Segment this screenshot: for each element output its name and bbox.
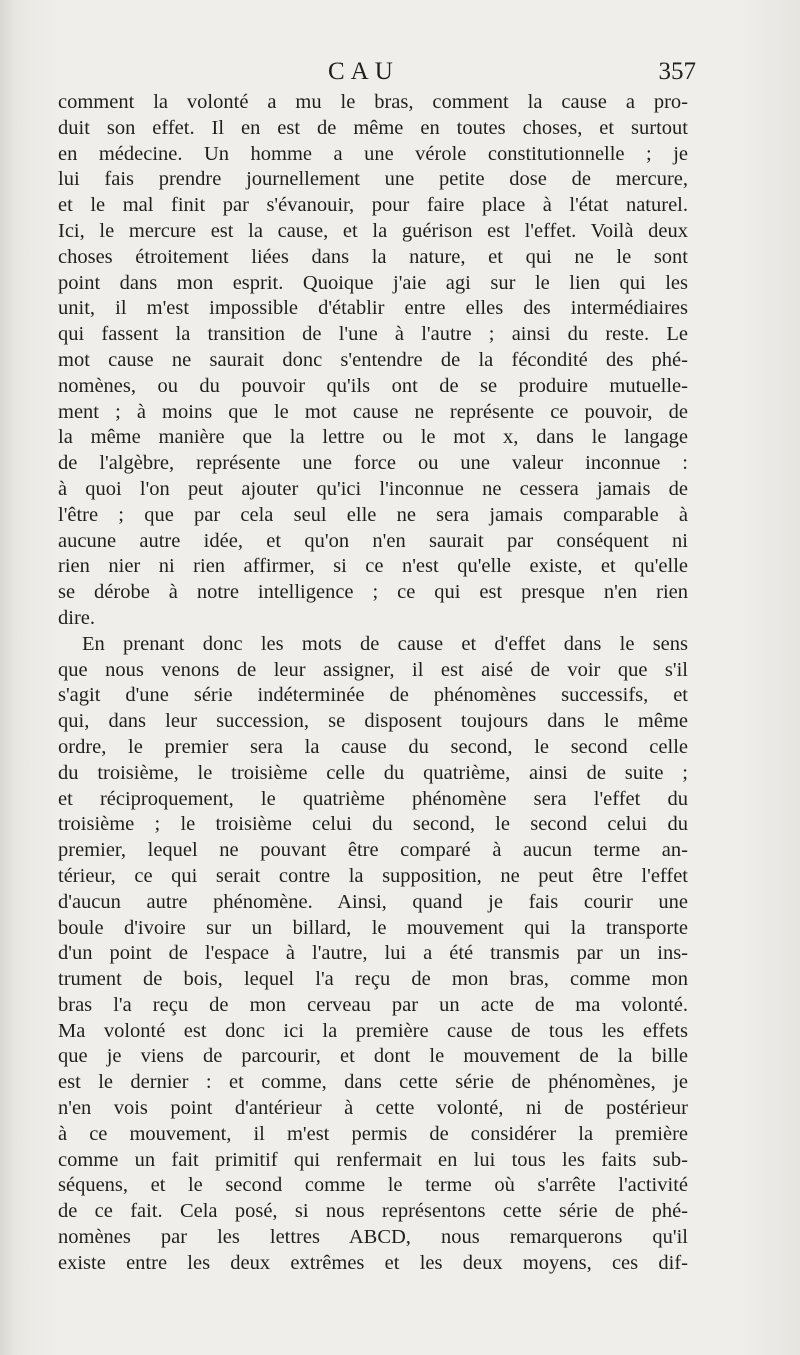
text-line: d'aucun autre phénomène. Ainsi, quand je fais courir une (58, 890, 688, 913)
text-line: boule d'ivoire sur un billard, le mouvement qui la transporte (58, 916, 688, 939)
text-line: point dans mon esprit. Quoique j'aie agi sur le lien qui les (58, 271, 688, 294)
text-line: térieur, ce qui serait contre la supposition, ne peut être l'effet (58, 864, 688, 887)
text-line: de l'algèbre, représente une force ou une valeur inconnue : (58, 452, 688, 475)
text-line: et le mal finit par s'évanouir, pour faire place à l'état naturel. (58, 194, 688, 217)
text-line: l'être ; que par cela seul elle ne sera jamais comparable à (58, 503, 688, 526)
text-line: la même manière que la lettre ou le mot x, dans le langage (58, 426, 688, 449)
text-line: du troisième, le troisième celle du quatrième, ainsi de suite ; (58, 761, 688, 784)
text-line: Ici, le mercure est la cause, et la guérison est l'effet. Voilà deux (58, 219, 688, 242)
text-line: que nous venons de leur assigner, il est aisé de voir que s'il (58, 658, 688, 681)
text-line: à quoi l'on peut ajouter qu'ici l'inconnue ne cessera jamais de (58, 477, 688, 500)
text-line: rien nier ni rien affirmer, si ce n'est qu'elle existe, et qu'elle (58, 555, 688, 578)
paragraph-2 (58, 632, 688, 1277)
text-line: trument de bois, lequel l'a reçu de mon bras, comme mon (58, 968, 688, 991)
page-header-title: CAU (328, 58, 399, 85)
text-line: Ma volonté est donc ici la première cause de tous les effets (58, 1019, 688, 1042)
text-line: premier, lequel ne pouvant être comparé à aucun terme an- (58, 839, 688, 862)
text-line: qui, dans leur succession, se disposent toujours dans le même (58, 710, 688, 733)
text-line: à ce mouvement, il m'est permis de considérer la première (58, 1122, 688, 1145)
text-line: s'agit d'une série indéterminée de phénomènes successifs, et (58, 684, 688, 707)
text-line: n'en vois point d'antérieur à cette volonté, ni de postérieur (58, 1097, 688, 1120)
text-line: ordre, le premier sera la cause du second, le second celle (58, 735, 688, 758)
text-line: existe entre les deux extrêmes et les deux moyens, ces dif- (58, 1251, 688, 1274)
text-line: bras l'a reçu de mon cerveau par un acte de ma volonté. (58, 993, 688, 1016)
text-line: de ce fait. Cela posé, si nous représentons cette série de phé- (58, 1200, 688, 1223)
text-line: duit son effet. Il en est de même en toutes choses, et surtout (58, 116, 688, 139)
text-line: en médecine. Un homme a une vérole constitutionnelle ; je (58, 142, 688, 165)
page-number: 357 (658, 58, 696, 85)
text-line: dire. (58, 606, 95, 629)
text-line: qui fassent la transition de l'une à l'autre ; ainsi du reste. Le (58, 323, 688, 346)
text-line: En prenant donc les mots de cause et d'effet dans le sens (82, 632, 688, 655)
text-line: mot cause ne saurait donc s'entendre de la fécondité des phé- (58, 348, 688, 371)
text-line: lui fais prendre journellement une petite dose de mercure, (58, 168, 688, 191)
text-line: séquens, et le second comme le terme où s'arrête l'activité (58, 1174, 688, 1197)
running-head (58, 58, 696, 88)
text-line: et réciproquement, le quatrième phénomène sera l'effet du (58, 787, 688, 810)
paragraph-1 (58, 90, 688, 632)
text-line: d'un point de l'espace à l'autre, lui a été transmis par un ins- (58, 942, 688, 965)
text-line: aucune autre idée, et qu'on n'en saurait par conséquent ni (58, 529, 688, 552)
text-line: nomènes par les lettres ABCD, nous remarquerons qu'il (58, 1226, 688, 1249)
text-line: se dérobe à notre intelligence ; ce qui est presque n'en rien (58, 581, 688, 604)
text-line: ment ; à moins que le mot cause ne représente ce pouvoir, de (58, 400, 688, 423)
body-text (58, 90, 688, 1277)
text-line: nomènes, ou du pouvoir qu'ils ont de se produire mutuelle- (58, 374, 688, 397)
text-line: unit, il m'est impossible d'établir entre elles des intermédiaires (58, 297, 688, 320)
text-line: choses étroitement liées dans la nature, et qui ne le sont (58, 245, 688, 268)
text-line: comme un fait primitif qui renfermait en lui tous les faits sub- (58, 1148, 688, 1171)
text-line: comment la volonté a mu le bras, comment la cause a pro- (58, 91, 688, 113)
text-line: que je viens de parcourir, et dont le mouvement de la bille (58, 1045, 688, 1068)
text-line: est le dernier : et comme, dans cette série de phénomènes, je (58, 1071, 688, 1094)
text-line: troisième ; le troisième celui du second, le second celui du (58, 813, 688, 836)
